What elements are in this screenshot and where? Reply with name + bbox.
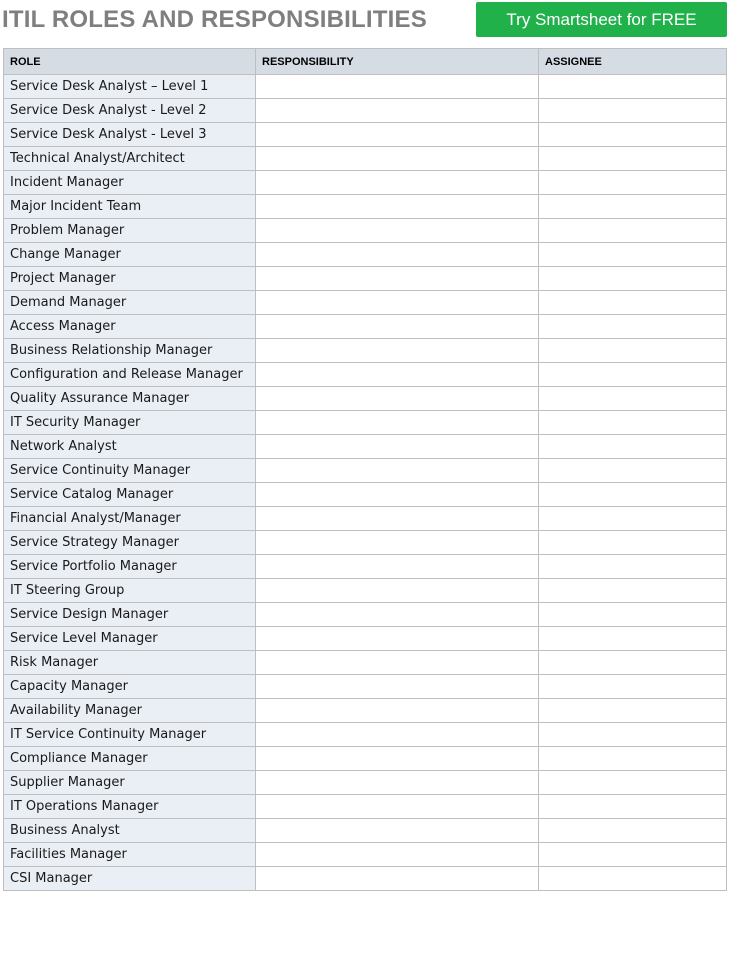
responsibility-cell[interactable] [256,507,539,531]
table-row [4,219,727,243]
responsibility-cell[interactable] [256,795,539,819]
role-cell: Change Manager [4,243,256,267]
role-cell: Configuration and Release Manager [4,363,256,387]
table-row [4,843,727,867]
role-cell: Service Desk Analyst - Level 3 [4,123,256,147]
responsibility-cell[interactable] [256,123,539,147]
assignee-cell[interactable] [539,219,727,243]
role-cell: IT Service Continuity Manager [4,723,256,747]
page-title: ITIL ROLES AND RESPONSIBILITIES [2,6,427,33]
table-row [4,267,727,291]
table-row [4,675,727,699]
role-cell: Problem Manager [4,219,256,243]
responsibility-cell[interactable] [256,603,539,627]
role-cell: IT Security Manager [4,411,256,435]
assignee-cell[interactable] [539,243,727,267]
responsibility-cell[interactable] [256,819,539,843]
table-row [4,507,727,531]
responsibility-cell[interactable] [256,435,539,459]
role-cell: Technical Analyst/Architect [4,147,256,171]
role-cell: Supplier Manager [4,771,256,795]
responsibility-cell[interactable] [256,723,539,747]
table-row [4,435,727,459]
role-cell: Service Desk Analyst - Level 2 [4,99,256,123]
assignee-cell[interactable] [539,147,727,171]
table-row [4,603,727,627]
role-cell: Service Level Manager [4,627,256,651]
table-row [4,483,727,507]
try-smartsheet-button[interactable]: Try Smartsheet for FREE [476,2,727,37]
assignee-cell[interactable] [539,795,727,819]
role-cell: Compliance Manager [4,747,256,771]
responsibility-cell[interactable] [256,675,539,699]
assignee-cell[interactable] [539,435,727,459]
role-cell: Project Manager [4,267,256,291]
responsibility-cell[interactable] [256,315,539,339]
responsibility-cell[interactable] [256,579,539,603]
table-row [4,243,727,267]
assignee-cell[interactable] [539,579,727,603]
role-cell: Demand Manager [4,291,256,315]
role-cell: CSI Manager [4,867,256,891]
role-cell: Quality Assurance Manager [4,387,256,411]
responsibility-cell[interactable] [256,363,539,387]
table-row [4,795,727,819]
table-row [4,291,727,315]
assignee-cell[interactable] [539,459,727,483]
assignee-cell[interactable] [539,483,727,507]
responsibility-cell[interactable] [256,531,539,555]
assignee-cell[interactable] [539,99,727,123]
role-cell: Service Strategy Manager [4,531,256,555]
responsibility-cell[interactable] [256,699,539,723]
table-row [4,195,727,219]
table-row [4,651,727,675]
role-cell: Major Incident Team [4,195,256,219]
table-row [4,555,727,579]
table-row [4,171,727,195]
assignee-cell[interactable] [539,819,727,843]
assignee-cell[interactable] [539,627,727,651]
role-cell: Availability Manager [4,699,256,723]
assignee-cell[interactable] [539,123,727,147]
responsibility-cell[interactable] [256,99,539,123]
responsibility-cell[interactable] [256,387,539,411]
role-cell: Service Portfolio Manager [4,555,256,579]
role-cell: Risk Manager [4,651,256,675]
assignee-cell[interactable] [539,651,727,675]
table-row [4,363,727,387]
responsibility-cell[interactable] [256,651,539,675]
assignee-cell[interactable] [539,363,727,387]
assignee-cell[interactable] [539,699,727,723]
column-header-role: ROLE [4,49,256,75]
role-cell: IT Steering Group [4,579,256,603]
table-row [4,75,727,99]
assignee-cell[interactable] [539,675,727,699]
table-row [4,459,727,483]
responsibility-cell[interactable] [256,555,539,579]
role-cell: Business Analyst [4,819,256,843]
responsibility-cell[interactable] [256,147,539,171]
table-row [4,99,727,123]
table-header-row [4,49,727,75]
assignee-cell[interactable] [539,531,727,555]
assignee-cell[interactable] [539,387,727,411]
table-row [4,771,727,795]
table-row [4,627,727,651]
role-cell: Financial Analyst/Manager [4,507,256,531]
role-cell: IT Operations Manager [4,795,256,819]
table-row [4,699,727,723]
assignee-cell[interactable] [539,747,727,771]
role-cell: Facilities Manager [4,843,256,867]
assignee-cell[interactable] [539,291,727,315]
role-cell: Incident Manager [4,171,256,195]
table-row [4,579,727,603]
table-row [4,123,727,147]
role-cell: Network Analyst [4,435,256,459]
assignee-cell[interactable] [539,195,727,219]
role-cell: Business Relationship Manager [4,339,256,363]
table-row [4,147,727,171]
table-row [4,531,727,555]
assignee-cell[interactable] [539,771,727,795]
table-row [4,867,727,891]
assignee-cell[interactable] [539,867,727,891]
role-cell: Service Catalog Manager [4,483,256,507]
responsibility-cell[interactable] [256,627,539,651]
assignee-cell[interactable] [539,339,727,363]
role-cell: Capacity Manager [4,675,256,699]
table-row [4,723,727,747]
role-cell: Access Manager [4,315,256,339]
table-row [4,747,727,771]
assignee-cell[interactable] [539,411,727,435]
responsibility-cell[interactable] [256,75,539,99]
table-row [4,387,727,411]
assignee-cell[interactable] [539,171,727,195]
responsibility-cell[interactable] [256,483,539,507]
assignee-cell[interactable] [539,315,727,339]
responsibility-cell[interactable] [256,243,539,267]
table-row [4,339,727,363]
assignee-cell[interactable] [539,555,727,579]
assignee-cell[interactable] [539,507,727,531]
responsibility-cell[interactable] [256,291,539,315]
assignee-cell[interactable] [539,723,727,747]
responsibility-cell[interactable] [256,219,539,243]
role-cell: Service Design Manager [4,603,256,627]
table-row [4,411,727,435]
table-body [4,75,727,891]
responsibility-cell[interactable] [256,339,539,363]
responsibility-cell[interactable] [256,771,539,795]
roles-table [3,48,727,891]
responsibility-cell[interactable] [256,459,539,483]
column-header-assignee: ASSIGNEE [539,49,727,75]
role-cell: Service Desk Analyst – Level 1 [4,75,256,99]
assignee-cell[interactable] [539,603,727,627]
assignee-cell[interactable] [539,75,727,99]
responsibility-cell[interactable] [256,411,539,435]
table-row [4,819,727,843]
role-cell: Service Continuity Manager [4,459,256,483]
responsibility-cell[interactable] [256,843,539,867]
responsibility-cell[interactable] [256,267,539,291]
assignee-cell[interactable] [539,267,727,291]
table-row [4,315,727,339]
responsibility-cell[interactable] [256,195,539,219]
responsibility-cell[interactable] [256,747,539,771]
assignee-cell[interactable] [539,843,727,867]
responsibility-cell[interactable] [256,867,539,891]
column-header-responsibility: RESPONSIBILITY [256,49,539,75]
responsibility-cell[interactable] [256,171,539,195]
